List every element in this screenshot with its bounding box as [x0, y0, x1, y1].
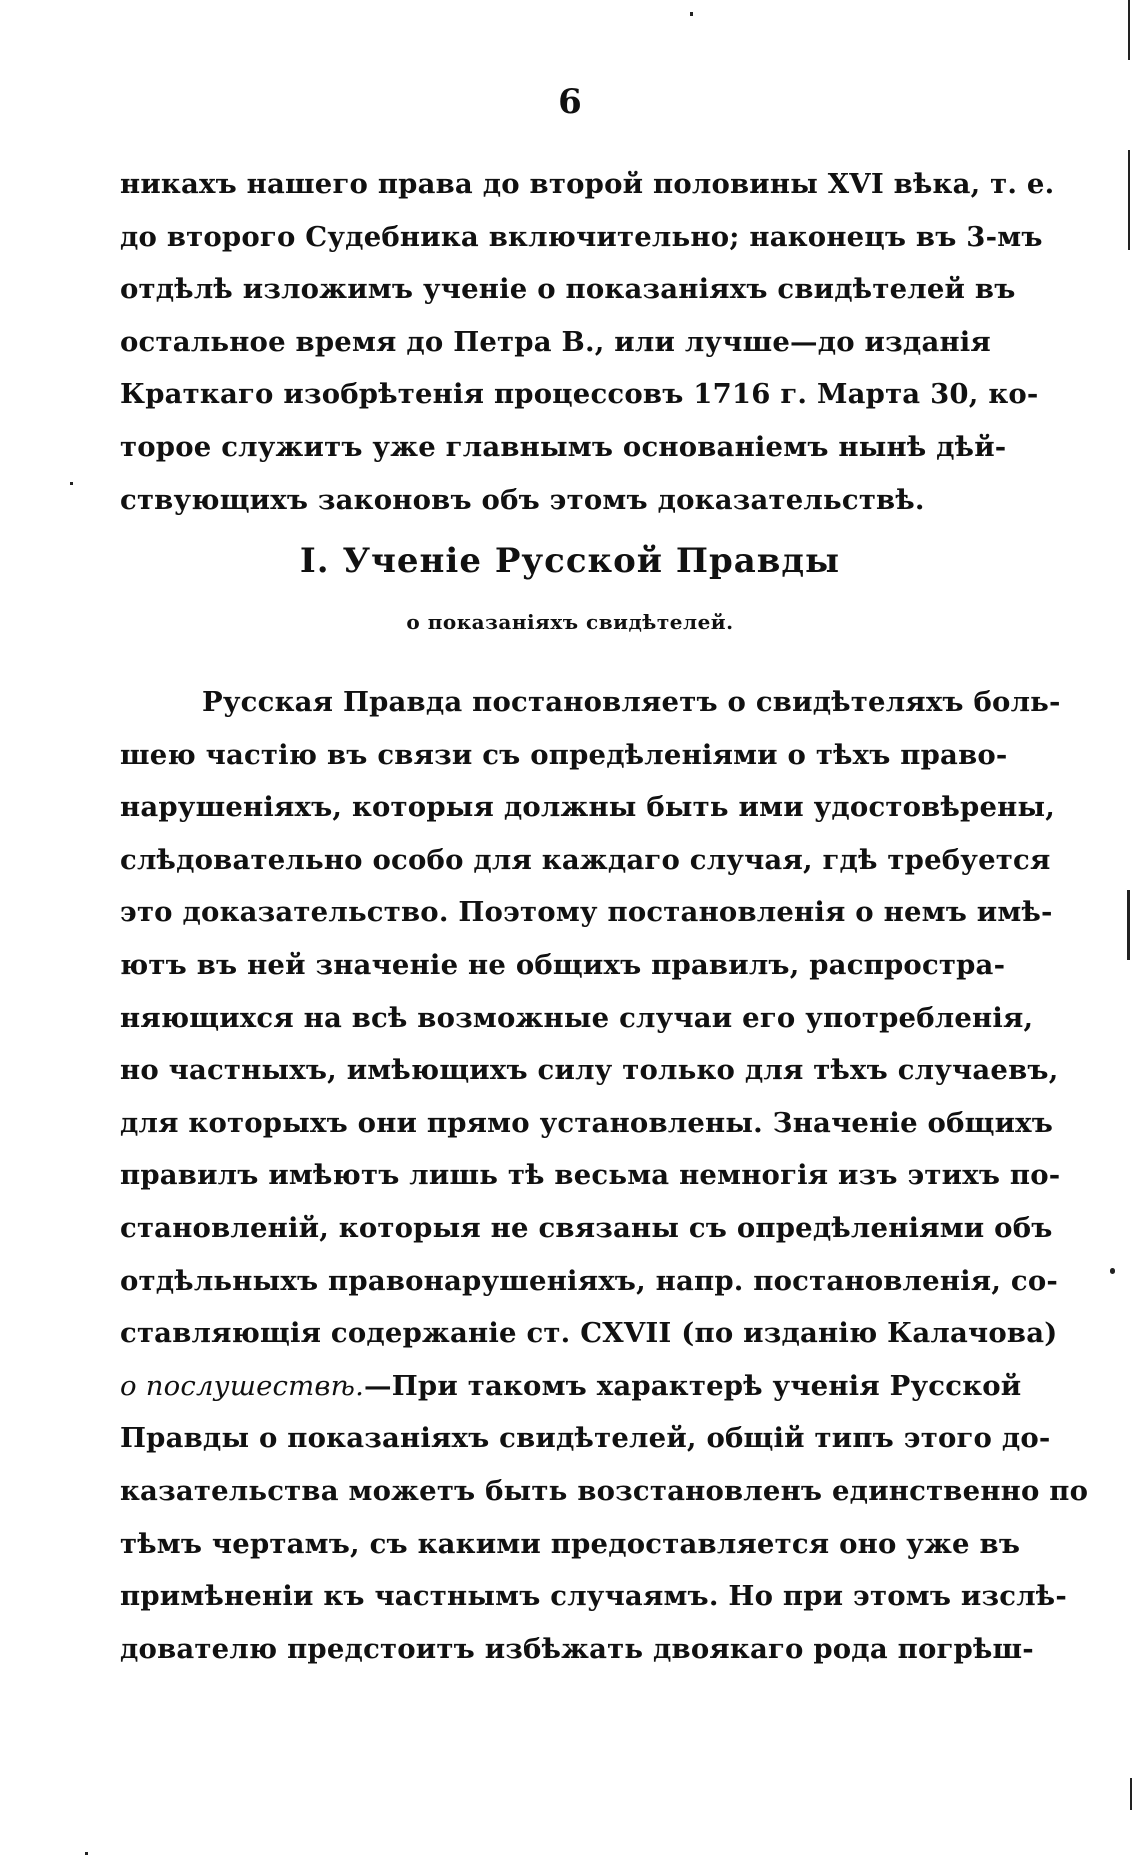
text-line: Краткаго изобрѣтенія процессовъ 1716 г. Марта 30, ко-: [120, 378, 1039, 411]
scan-artifact-mark: [690, 12, 693, 16]
text-line: няющихся на всѣ возможные случаи его употребленія,: [120, 1001, 1034, 1034]
text-line: Правды о показаніяхъ свидѣтелей, общій типъ этого до-: [120, 1422, 1051, 1455]
text-line: правилъ имѣютъ лишь тѣ весьма немногія изъ этихъ по-: [120, 1159, 1061, 1192]
text-line: ставляющія содержаніе ст. CXVII (по изданію Калачова): [120, 1317, 1058, 1350]
page-number: 6: [558, 82, 582, 122]
text-line: слѣдовательно особо для каждаго случая, гдѣ требуется: [120, 843, 1051, 876]
text-line: остальное время до Петра В., или лучше—до изданія: [120, 325, 991, 358]
section-heading: I. Ученіе Русской Правды: [299, 541, 841, 581]
text-line: для которыхъ они прямо установлены. Значеніе общихъ: [120, 1106, 1054, 1139]
text-line: ствующихъ законовъ объ этомъ доказательствѣ.: [120, 483, 925, 516]
text-line: нарушеніяхъ, которыя должны быть ими удостовѣрены,: [120, 791, 1056, 824]
intro-paragraph: [120, 158, 1055, 526]
scan-artifact-mark: [1130, 1778, 1132, 1810]
text-line: ютъ въ ней значеніе не общихъ правилъ, распростра-: [120, 948, 1006, 981]
text-line: казательства можетъ быть возстановленъ единственно по: [120, 1474, 1089, 1507]
scan-artifact-mark: [70, 482, 73, 485]
body-paragraph: [120, 676, 1089, 1675]
text-line: отдѣлѣ изложимъ ученіе о показаніяхъ свидѣтелей въ: [120, 273, 1016, 306]
text-line: становленій, которыя не связаны съ опредѣленіями объ: [120, 1211, 1053, 1244]
text-fragment: —При такомъ характерѣ ученія Русской: [364, 1369, 1022, 1402]
text-line-italic: [120, 1360, 1022, 1413]
text-line: но частныхъ, имѣющихъ силу только для тѣхъ случаевъ,: [120, 1054, 1059, 1087]
scan-artifact-mark: [1128, 150, 1130, 250]
text-line: до второго Судебника включительно; наконецъ въ 3-мъ: [120, 220, 1043, 253]
text-line: отдѣльныхъ правонарушеніяхъ, напр. постановленія, со-: [120, 1264, 1058, 1297]
scan-artifact-mark: [1127, 890, 1130, 960]
scan-artifact-mark: [1128, 0, 1130, 60]
section-subheading: о показаніяхъ свидѣтелей.: [406, 610, 734, 634]
text-line: торое служитъ уже главнымъ основаніемъ нынѣ дѣй-: [120, 430, 1007, 463]
text-line: дователю предстоитъ избѣжать двоякаго рода погрѣш-: [120, 1632, 1034, 1665]
italic-title: о послушествѣ.: [120, 1369, 365, 1402]
scan-artifact-mark: [1110, 1268, 1115, 1274]
text-line: это доказательство. Поэтому постановленія о немъ имѣ-: [120, 896, 1053, 929]
text-line: тѣмъ чертамъ, съ какими предоставляется оно уже въ: [120, 1527, 1021, 1560]
text-line: шею частію въ связи съ опредѣленіями о тѣхъ право-: [120, 738, 1008, 771]
text-line: никахъ нашего права до второй половины XVI вѣка, т. е.: [120, 168, 1055, 200]
text-line: примѣненіи къ частнымъ случаямъ. Но при этомъ изслѣ-: [120, 1580, 1067, 1613]
text-line: Русская Правда постановляетъ о свидѣтеляхъ боль-: [202, 686, 1061, 718]
